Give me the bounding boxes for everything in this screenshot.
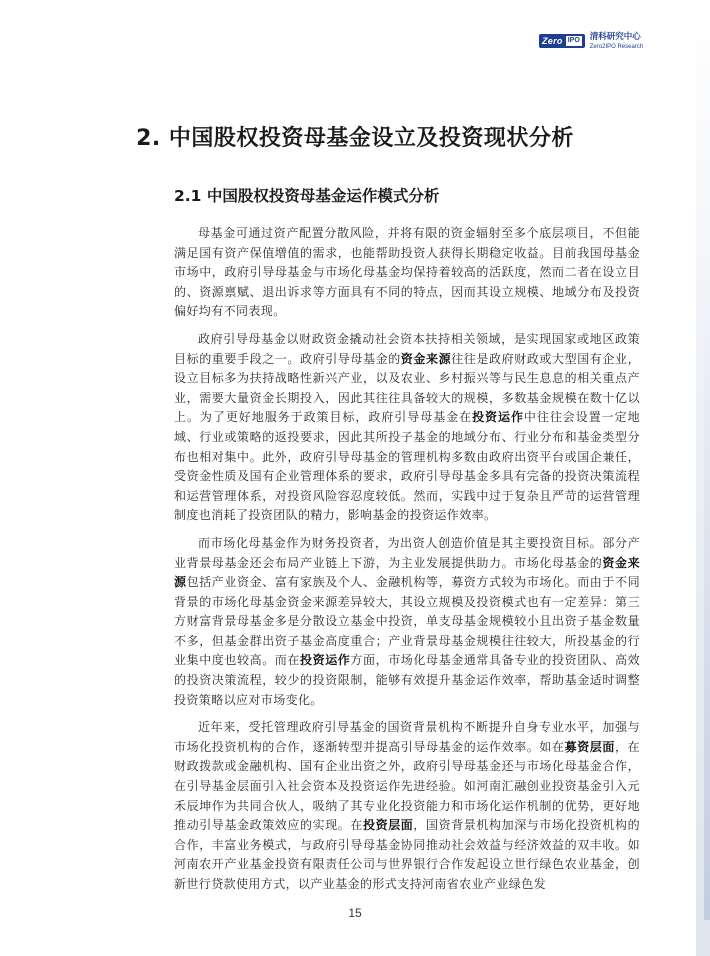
zero2ipo-logo-icon [539, 34, 585, 48]
paragraph [174, 534, 640, 710]
paragraph [174, 718, 640, 894]
paragraph-text: 往往是政府财政或大型国有企业，设立目标多为扶持战略性新兴产业，以及农业、乡村振兴等与民生息息的相关重点产业，需要大量资金长期投入，因此其往往具备较大的规模，多数基金规模在数十亿以上。为了更好地服务于政策目标，政府引导母基金在 [174, 351, 640, 425]
logo-badge-text: Zero [542, 36, 563, 47]
sub-title: 2.1 中国股权投资母基金运作模式分析 [174, 187, 440, 205]
paragraph-text: 方面，市场化母基金通常具备专业的投资团队、高效的投资决策流程，较少的投资限制，能够有效提升基金运作效率，帮助基金适时调整投资策略以应对市场变化。 [174, 653, 640, 707]
paragraph-text: 中往往会设置一定地域、行业或策略的返投要求，因此其所投子基金的地域分布、行业分布和基金类型分布也相对集中。此外，政府引导母基金的管理机构多数由政府出资平台或国企兼任，受资金性质及国有企业管理体系的要求，政府引导母基金多具有完备的投资决策流程和运营管理体系，对投资风险容忍度较低。然而，实践中过于复杂且严苛的运营管理制度也消耗了投资团队的精力，影响基金的投资运作效率。 [174, 410, 640, 523]
bold-keyword: 投资运作 [300, 653, 351, 668]
paragraph-text: 近年来，受托管理政府引导基金的国资背景机构不断提升自身专业水平，加强与市场化投资机构的合作，逐渐转型并提高引导母基金的运作效率。如在 [174, 720, 640, 754]
section-title: 2. 中国股权投资母基金设立及投资现状分析 [136, 126, 574, 151]
paragraph-text: 母基金可通过资产配置分散风险，并将有限的资金辐射至多个底层项目，不但能满足国有资产保值增值的需求，也能帮助投资人获得长期稳定收益。目前我国母基金市场中，政府引导母基金与市场化母基金均保持着较高的活跃度，然而二者在设立目的、资源禀赋、退出诉求等方面具有不同的特点，因而其设立规模、地域分布及投资偏好均有不同表现。 [174, 226, 640, 319]
body-text [174, 224, 640, 903]
paragraph [174, 224, 640, 322]
paragraph [174, 330, 640, 526]
paragraph-text: ，国资背景机构加深与市场化投资机构的合作，丰富业务模式，与政府引导母基金协同推动社会效益与经济效益的双丰收。如河南农开产业基金投资有限责任公司与世界银行合作发起设立世行绿色农业基金，创新世行贷款使用方式，以产业基金的形式支持河南省农业产业绿色发 [174, 818, 640, 891]
logo-cn: 清科研究中心 [589, 32, 641, 42]
bold-keyword: 投资层面 [363, 818, 414, 833]
paragraph-text: 包括产业资金、富有家族及个人、金融机构等，募资方式较为市场化。而由于不同背景的市场化母基金资金来源差异较大，其设立规模及投资模式也有一定差异：第三方财富背景母基金多是分散设立基金中投资，单支母基金规模较小且出资子基金数量不多，但基金群出资子基金高度重合；产业背景母基金规模往往较大，所投基金的行业集中度也较高。而在 [174, 575, 641, 668]
bold-keyword: 募资层面 [564, 739, 615, 754]
logo-text [590, 33, 643, 50]
logo-badge-suffix: IPO [567, 37, 580, 45]
page-number: 15 [348, 906, 362, 920]
bold-keyword: 资金来源 [174, 555, 641, 590]
bold-keyword: 资金来源 [400, 351, 452, 366]
bold-keyword: 投资运作 [472, 410, 524, 425]
paragraph-text: 政府引导母基金以财政资金撬动社会资本扶持相关领域，是实现国家或地区政策目标的重要手段之一。政府引导母基金的 [174, 331, 640, 366]
header-logo [539, 33, 643, 50]
paragraph-text: 而市场化母基金作为财务投资者，为出资人创造价值是其主要投资目标。部分产业背景母基金还会布局产业链上下游，为主业发展提供助力。市场化母基金的 [174, 535, 640, 570]
logo-en: Zero2IPO Research [589, 43, 644, 50]
page-edge-accent [704, 300, 710, 920]
paragraph-text: ，在财政拨款或金融机构、国有企业出资之外，政府引导母基金还与市场化母基金合作，在引导基金层面引入社会资本及投资运作先进经验。如河南汇融创业投资基金引入元禾辰坤作为共同合伙人，吸纳了其专业化投资能力和市场化运作机制的优势，更好地推动引导基金政策效应的实现。在 [174, 739, 640, 833]
